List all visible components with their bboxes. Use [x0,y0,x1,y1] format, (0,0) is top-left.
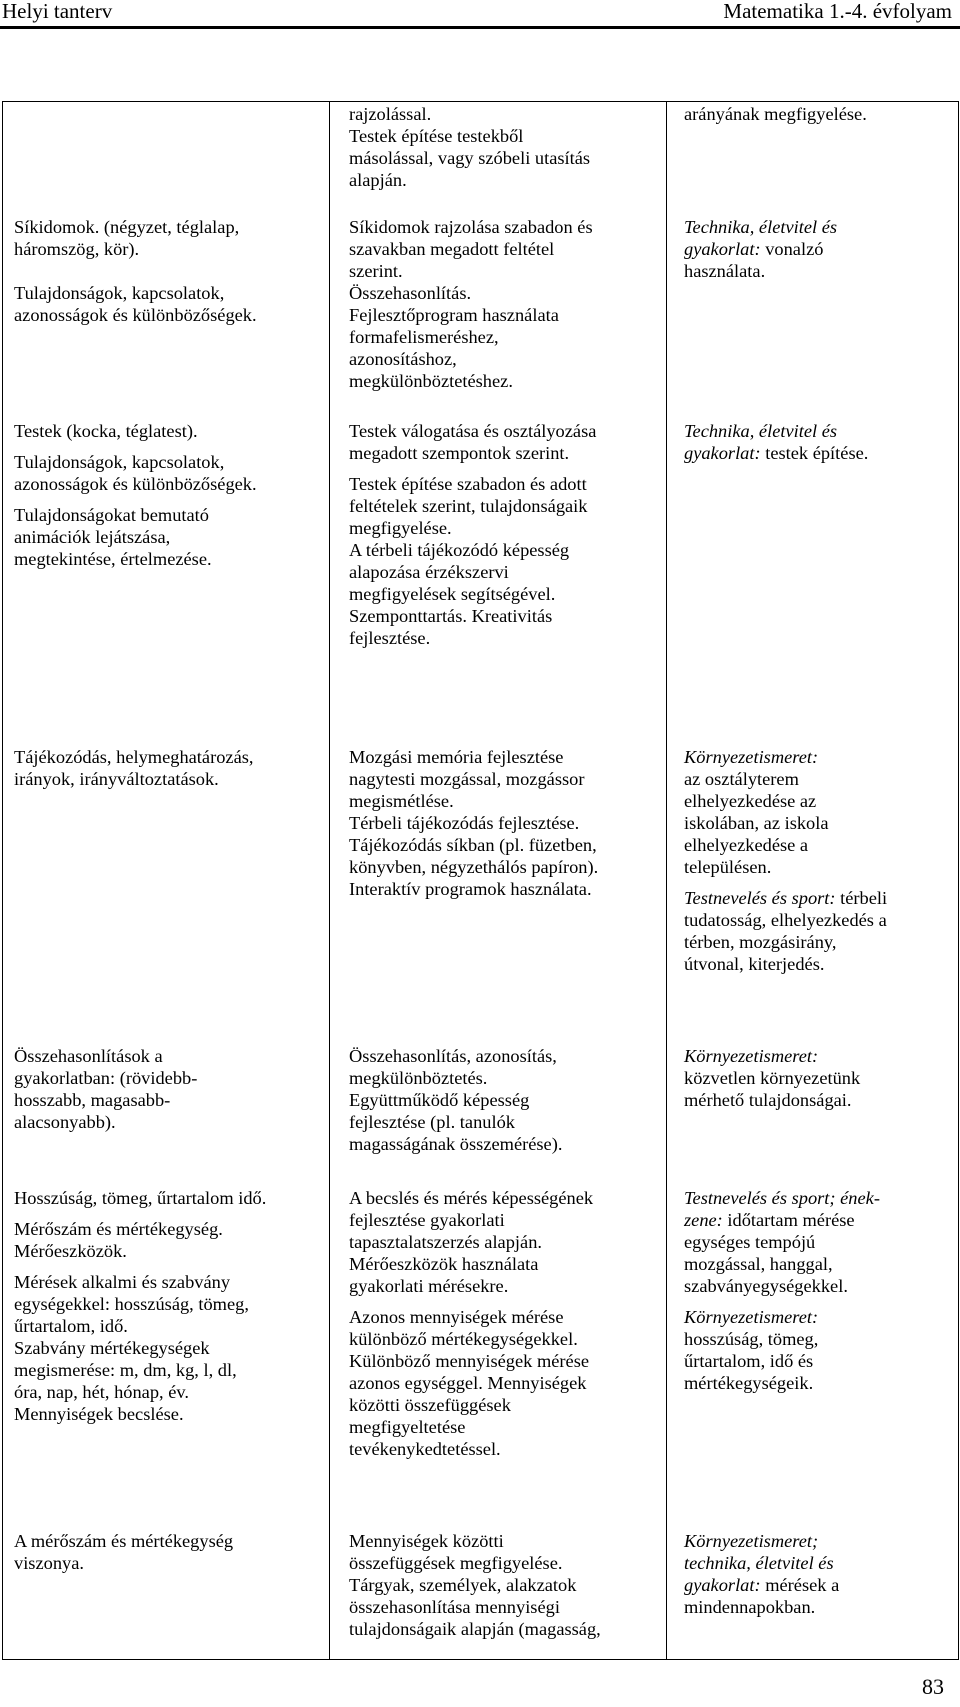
text-line: Összehasonlítás. [349,283,472,303]
text-line: óra, nap, hét, hónap, év. [14,1382,189,1402]
text-line: útvonal, kiterjedés. [684,954,825,974]
text-line: arányának megfigyelése. [684,104,867,124]
text-line: formafelismeréshez, [349,327,499,347]
text-line: közötti összefüggések [349,1395,511,1415]
text-line: térbeli [835,888,888,908]
subject-reference: Testnevelés és sport: [684,888,836,908]
text-line: tulajdonságaik alapján (magasság, [349,1619,601,1639]
text-line: közvetlen környezetünk [684,1068,861,1088]
text-line: megadott szempontok szerint. [349,443,570,463]
text-line: rajzolással. [349,104,432,124]
col1-cell-measure-unit [14,1530,233,1574]
text-line: Mérőeszközök. [14,1241,127,1261]
text-line: időtartam mérése [722,1210,855,1230]
text-line: szavakban megadott feltétel [349,239,555,259]
col2-cell-motor-memory [349,746,598,900]
text-line: iskolában, az iskola [684,813,829,833]
text-line: hosszabb, magasabb- [14,1090,171,1110]
text-line: űrtartalom, idő és [684,1351,814,1371]
text-line: Interaktív programok használata. [349,879,592,899]
text-line: Azonos mennyiségek mérése [349,1307,564,1327]
text-line: másolással, vagy szóbeli utasítás [349,148,591,168]
text-line: megismerése: m, dm, kg, l, dl, [14,1360,237,1380]
text-line: gyakorlati mérésekre. [349,1276,509,1296]
text-line: Mérőszám és mértékegység. [14,1219,223,1239]
text-line: megtekintése, értelmezése. [14,549,212,569]
text-line: Testek válogatása és osztályozása [349,421,597,441]
text-line: irányok, irányváltoztatások. [14,769,219,789]
text-line: alapozása érzékszervi [349,562,509,582]
text-line: fejlesztése (pl. tanulók [349,1112,515,1132]
text-line: viszonya. [14,1553,84,1573]
text-line: Szemponttartás. Kreativitás [349,606,553,626]
text-line: az osztályterem [684,769,799,789]
text-line: vonalzó [760,239,824,259]
text-line: összefüggések megfigyelése. [349,1553,563,1573]
text-line: A térbeli tájékozódó képesség [349,540,570,560]
col3-cell-sport-music [684,1187,880,1394]
text-line: Mennyiségek közötti [349,1531,504,1551]
subject-reference: gyakorlat: [684,443,761,463]
text-line: településen. [684,857,772,877]
col3-cell-everyday [684,1530,839,1618]
text-line: Tájékozódás, helymeghatározás, [14,747,254,767]
text-line: Fejlesztőprogram használata [349,305,559,325]
text-line: magasságának összemérése). [349,1134,563,1154]
running-header [0,0,960,29]
text-line: hosszúság, tömeg, [684,1329,819,1349]
text-line: megkülönböztetéshez. [349,371,513,391]
text-line: azonosságok és különbözőségek. [14,305,257,325]
text-line: Mérések alkalmi és szabvány [14,1272,231,1292]
text-line: mérések a [760,1575,840,1595]
text-line: szabványegységekkel. [684,1276,848,1296]
text-line: Szabvány mértékegységek [14,1338,210,1358]
subject-reference: Környezetismeret: [684,1046,819,1066]
text-line: nagytesti mozgással, mozgássor [349,769,585,789]
text-line: elhelyezkedése az [684,791,817,811]
col3-cell-ruler [684,216,837,282]
text-line: tevékenykedtetéssel. [349,1439,501,1459]
text-line: azonos egységgel. Mennyiségek [349,1373,587,1393]
subject-reference: Technika, életvitel és [684,217,838,237]
text-line: A becslés és mérés képességének [349,1188,594,1208]
text-line: Összehasonlítás, azonosítás, [349,1046,557,1066]
text-line: megfigyelése. [349,518,452,538]
text-line: Síkidomok rajzolása szabadon és [349,217,593,237]
text-line: megkülönböztetés. [349,1068,488,1088]
text-line: Síkidomok. (négyzet, téglalap, [14,217,240,237]
col3-cell-continuation [684,103,867,125]
text-line: Tulajdonságok, kapcsolatok, [14,452,225,472]
text-line: Tárgyak, személyek, alakzatok [349,1575,577,1595]
col2-cell-estimation [349,1187,593,1460]
text-line: Testek építése szabadon és adott [349,474,587,494]
text-line: könyvben, négyzethálós papíron). [349,857,599,877]
text-line: fejlesztése gyakorlati [349,1210,505,1230]
text-line: összehasonlítása mennyiségi [349,1597,560,1617]
text-line: űrtartalom, idő. [14,1316,128,1336]
col2-cell-comparison [349,1045,562,1155]
text-line: egységekkel: hosszúság, tömeg, [14,1294,249,1314]
text-line: mozgással, hanggal, [684,1254,833,1274]
page-number: 83 [922,1674,944,1699]
text-line: Mozgási memória fejlesztése [349,747,564,767]
subject-reference: gyakorlat: [684,1575,761,1595]
text-line: A mérőszám és mértékegység [14,1531,234,1551]
col1-cell-solids [14,420,257,570]
text-line: Hosszúság, tömeg, űrtartalom idő. [14,1188,267,1208]
text-line: használata. [684,261,766,281]
col1-cell-measurement [14,1187,266,1425]
text-line: mindennapokban. [684,1597,816,1617]
text-line: megfigyeltetése [349,1417,466,1437]
col3-cell-building [684,420,868,464]
text-line: elhelyezkedése a [684,835,809,855]
col2-cell-continuation [349,103,590,191]
text-line: Összehasonlítások a [14,1046,163,1066]
column-divider [666,102,667,1659]
text-line: egységes tempójú [684,1232,816,1252]
text-line: Mennyiségek becslése. [14,1404,184,1424]
text-line: mértékegységeik. [684,1373,814,1393]
text-line: alacsonyabb). [14,1112,116,1132]
col2-cell-relations [349,1530,601,1640]
text-line: szerint. [349,261,403,281]
text-line: animációk lejátszása, [14,527,171,547]
text-line: Különböző mennyiségek mérése [349,1351,590,1371]
col3-cell-surroundings [684,1045,860,1111]
header-left: Helyi tanterv [2,0,113,23]
text-line: azonosításhoz, [349,349,457,369]
text-line: Mérőeszközök használata [349,1254,539,1274]
text-line: különböző mértékegységekkel. [349,1329,578,1349]
subject-reference: Technika, életvitel és [684,421,838,441]
subject-reference: Környezetismeret; [684,1531,819,1551]
text-line: mérhető tulajdonságai. [684,1090,852,1110]
text-line: feltételek szerint, tulajdonságaik [349,496,588,516]
text-line: megismétlése. [349,791,454,811]
column-divider [329,102,330,1659]
text-line: alapján. [349,170,407,190]
text-line: gyakorlatban: (rövidebb- [14,1068,198,1088]
text-line: háromszög, kör). [14,239,140,259]
subject-reference: technika, életvitel és [684,1553,834,1573]
text-line: Együttműködő képesség [349,1090,530,1110]
text-line: Térbeli tájékozódás fejlesztése. [349,813,580,833]
text-line: testek építése. [760,443,869,463]
curriculum-table [2,101,959,1660]
subject-reference: Testnevelés és sport; ének- [684,1188,880,1208]
col2-cell-drawing [349,216,593,392]
text-line: megfigyelések segítségével. [349,584,556,604]
text-line: Tulajdonságok, kapcsolatok, [14,283,225,303]
subject-reference: zene: [684,1210,723,1230]
text-line: tapasztalatszerzés alapján. [349,1232,542,1252]
text-line: Tulajdonságokat bemutató [14,505,209,525]
col1-cell-comparisons [14,1045,197,1133]
text-line: azonosságok és különbözőségek. [14,474,257,494]
text-line: tudatosság, elhelyezkedés a [684,910,887,930]
text-line: térben, mozgásirány, [684,932,837,952]
subject-reference: Környezetismeret: [684,747,819,767]
text-line: Testek építése testekből [349,126,524,146]
header-right: Matematika 1.-4. évfolyam [723,0,952,23]
col1-cell-plane-figures [14,216,257,326]
text-line: fejlesztése. [349,628,431,648]
col1-cell-orientation [14,746,253,790]
text-line: Tájékozódás síkban (pl. füzetben, [349,835,597,855]
subject-reference: Környezetismeret: [684,1307,819,1327]
subject-reference: gyakorlat: [684,239,761,259]
col3-cell-environment [684,746,887,975]
text-line: Testek (kocka, téglatest). [14,421,198,441]
col2-cell-solids-sorting [349,420,596,649]
